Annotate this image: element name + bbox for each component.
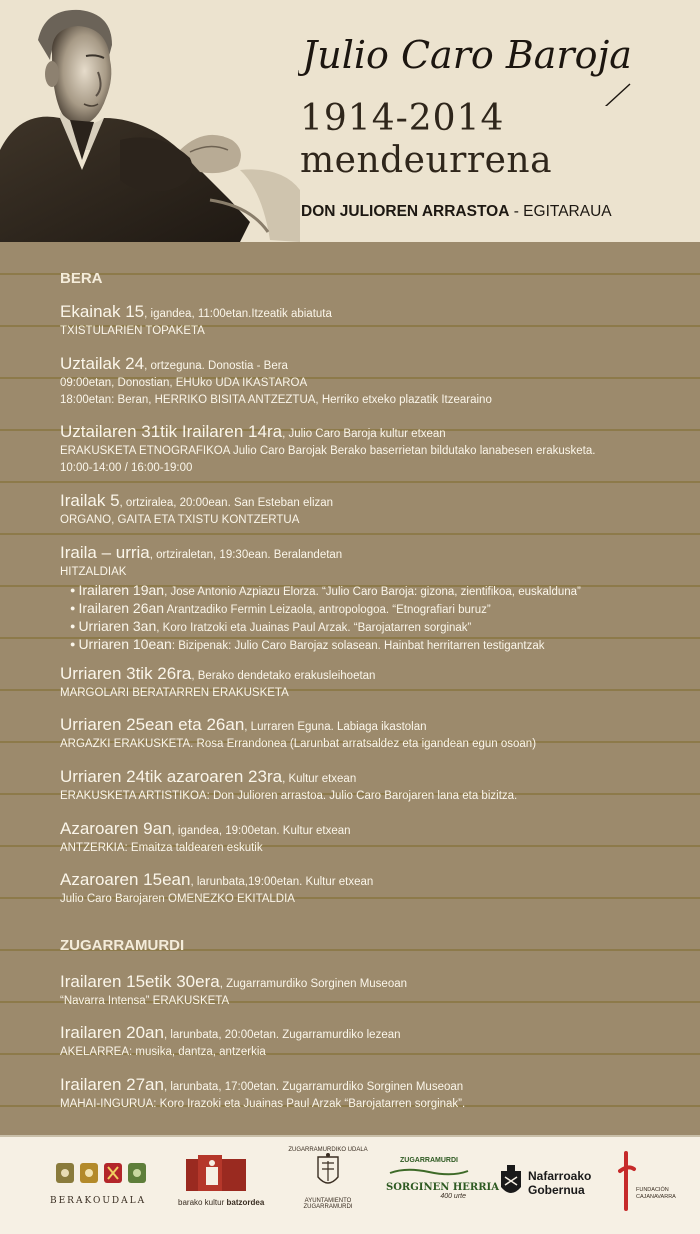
event-heading: Urriaren 3tik 26ra, Berako dendetako erakusleihoetan: [60, 664, 376, 683]
talk-item: ● Irailaren 26an Arantzadiko Fermin Leizaola, antropologoa. “Etnografiari buruz”: [70, 600, 491, 616]
event-detail: ORGANO, GAITA ETA TXISTU KONTZERTUA: [60, 514, 300, 526]
cross-icon: [618, 1151, 638, 1211]
event-ekainak-15: [60, 302, 680, 340]
bullet-icon: ●: [70, 639, 76, 649]
section-title-bera: BERA: [60, 270, 103, 287]
event-urriaren-3: [60, 664, 680, 702]
bullet-icon: ●: [70, 585, 76, 595]
subtitle-rest: - EGITARAUA: [509, 203, 612, 220]
event-heading: Iraila – urria, ortziraletan, 19:30ean. Beralandetan: [60, 543, 343, 562]
event-detail: 09:00etan, Donostian, EHUko UDA IKASTAROA: [60, 377, 308, 389]
book-icon: [178, 1153, 268, 1193]
talk-item: ● Urriaren 10ean: Bizipenak: Julio Caro Barojaz solasean. Hainbat herritarren testigantzak: [70, 636, 545, 652]
zugarramurdi-text: ZUGARRAMURDI: [303, 1204, 353, 1210]
event-heading: Urriaren 24tik azaroaren 23ra, Kultur etxean: [60, 767, 357, 786]
nafarroako-gobernua-logo: [498, 1165, 598, 1205]
event-heading: Uztailak 24, ortzeguna. Donostia - Bera: [60, 354, 288, 373]
kultur-batzordea-logo: [178, 1153, 268, 1209]
berako-udala-text: BERAKOUDALA: [50, 1196, 147, 1206]
event-heading: Irailaren 20an, larunbata, 20:00etan. Zugarramurdiko lezean: [60, 1023, 401, 1042]
event-heading: Urriaren 25ean eta 26an, Lurraren Eguna. Labiaga ikastolan: [60, 715, 427, 734]
shields-icon: [50, 1159, 160, 1187]
berako-udala-logo: [50, 1159, 160, 1209]
talk-item: ● Urriaren 3an, Koro Iratzoki eta Juainas Paul Arzak. “Barojatarren sorginak”: [70, 618, 472, 634]
zugarramurdi-ayuntamiento-logo: [288, 1147, 368, 1227]
event-detail: ERAKUSKETA ARTISTIKOA: Don Julioren arrastoa. Julio Caro Barojaren lana eta bizitza.: [60, 790, 518, 802]
kultur-batzordea-text: barako kultur batzordea: [178, 1198, 265, 1207]
event-uztailaren-31: [60, 422, 680, 477]
event-detail: Julio Caro Barojaren OMENEZKO EKITALDIA: [60, 893, 295, 905]
sorginen-herria-logo: [386, 1157, 499, 1217]
event-detail: AKELARREA: musika, dantza, antzerkia: [60, 1046, 266, 1058]
event-irailaren-20: [60, 1023, 680, 1061]
bullet-icon: ●: [70, 603, 76, 613]
event-heading: Azaroaren 9an, igandea, 19:00etan. Kultur etxean: [60, 819, 351, 838]
sorginen-top-text: ZUGARRAMURDI: [400, 1157, 458, 1164]
event-heading: Ekainak 15, igandea, 11:00etan.Itzeatik abiatuta: [60, 302, 332, 321]
centenary-years: 1914-2014: [300, 98, 505, 139]
signature: [298, 18, 638, 106]
program-body: [0, 242, 700, 1135]
event-irailaren-15: [60, 972, 680, 1010]
event-detail: HITZALDIAK: [60, 566, 127, 578]
event-detail: ANTZERKIA: Emaitza taldearen eskutik: [60, 842, 263, 854]
ayuntamiento-arc-text: ZUGARRAMURDIKO UDALA: [288, 1147, 368, 1153]
section-title-zugarramurdi: ZUGARRAMURDI: [60, 937, 185, 954]
event-urriaren-24: [60, 767, 680, 805]
event-detail: ERAKUSKETA ETNOGRAFIKOA Julio Caro Barojak Berako baserrietan bildutako lanabesen erakusketa.: [60, 445, 596, 457]
event-detail: MARGOLARI BERATARREN ERAKUSKETA: [60, 687, 289, 699]
sponsor-footer: [0, 1135, 700, 1234]
event-detail: 10:00-14:00 / 16:00-19:00: [60, 462, 193, 474]
nafarroako-text: Nafarroako: [528, 1169, 592, 1183]
event-urriaren-25: [60, 715, 680, 753]
julio-caro-baroja-portrait: [0, 0, 300, 242]
centenary-title: mendeurrena: [300, 140, 553, 181]
fundacion-cajanavarra-logo: [618, 1151, 678, 1221]
navarra-shield-icon: [498, 1165, 524, 1201]
event-heading: Uztailaren 31tik Irailaren 14ra, Julio Caro Baroja kultur etxean: [60, 422, 446, 441]
event-iraila-urria: [60, 543, 680, 654]
ayuntamiento-text: AYUNTAMIENTO: [304, 1198, 352, 1204]
signature-text: Julio Caro Baroja: [302, 33, 632, 77]
sorginen-main-text: SORGINEN HERRIA: [386, 1182, 499, 1193]
event-irailaren-27: [60, 1075, 680, 1113]
event-detail: 18:00etan: Beran, HERRIKO BISITA ANTZEZTUA, Herriko etxeko plazatik Itzearaino: [60, 394, 492, 406]
event-heading: Irailaren 15etik 30era, Zugarramurdiko Sorginen Museoan: [60, 972, 408, 991]
event-detail: “Navarra Intensa” ERAKUSKETA: [60, 995, 230, 1007]
bullet-icon: ●: [70, 621, 76, 631]
event-detail: TXISTULARIEN TOPAKETA: [60, 325, 205, 337]
subtitle-bold: DON JULIOREN ARRASTOA: [301, 203, 510, 220]
event-detail: MAHAI-INGURUA: Koro Irazoki eta Juainas Paul Arzak “Barojatarren sorginak”.: [60, 1098, 466, 1110]
event-irailak-5: [60, 491, 680, 529]
event-azaroaren-9: [60, 819, 680, 857]
event-heading: Azaroaren 15ean, larunbata,19:00etan. Kultur etxean: [60, 870, 374, 889]
vine-icon: [386, 1167, 472, 1177]
cajanavarra-text: CAJANAVARRA: [636, 1194, 676, 1200]
event-uztailak-24: [60, 354, 680, 409]
talk-item: ● Irailaren 19an, Jose Antonio Azpiazu Elorza. “Julio Caro Baroja: gizona, zientifikoa, euskalduna”: [70, 582, 581, 598]
talk-list: [70, 582, 680, 654]
program-subtitle: [301, 203, 612, 221]
sorginen-sub-text: 400 urte: [440, 1193, 466, 1200]
event-heading: Irailaren 27an, larunbata, 17:00etan. Zugarramurdiko Sorginen Museoan: [60, 1075, 464, 1094]
event-heading: Irailak 5, ortziralea, 20:00ean. San Esteban elizan: [60, 491, 334, 510]
gobernua-text: Gobernua: [528, 1183, 585, 1197]
fundacion-text: FUNDACIÓN: [636, 1187, 669, 1193]
event-azaroaren-15: [60, 870, 680, 908]
event-detail: ARGAZKI ERAKUSKETA. Rosa Errandonea (Larunbat arratsaldez eta igandean egun osoan): [60, 738, 537, 750]
header: [0, 0, 700, 242]
coat-of-arms-icon: [288, 1153, 368, 1193]
